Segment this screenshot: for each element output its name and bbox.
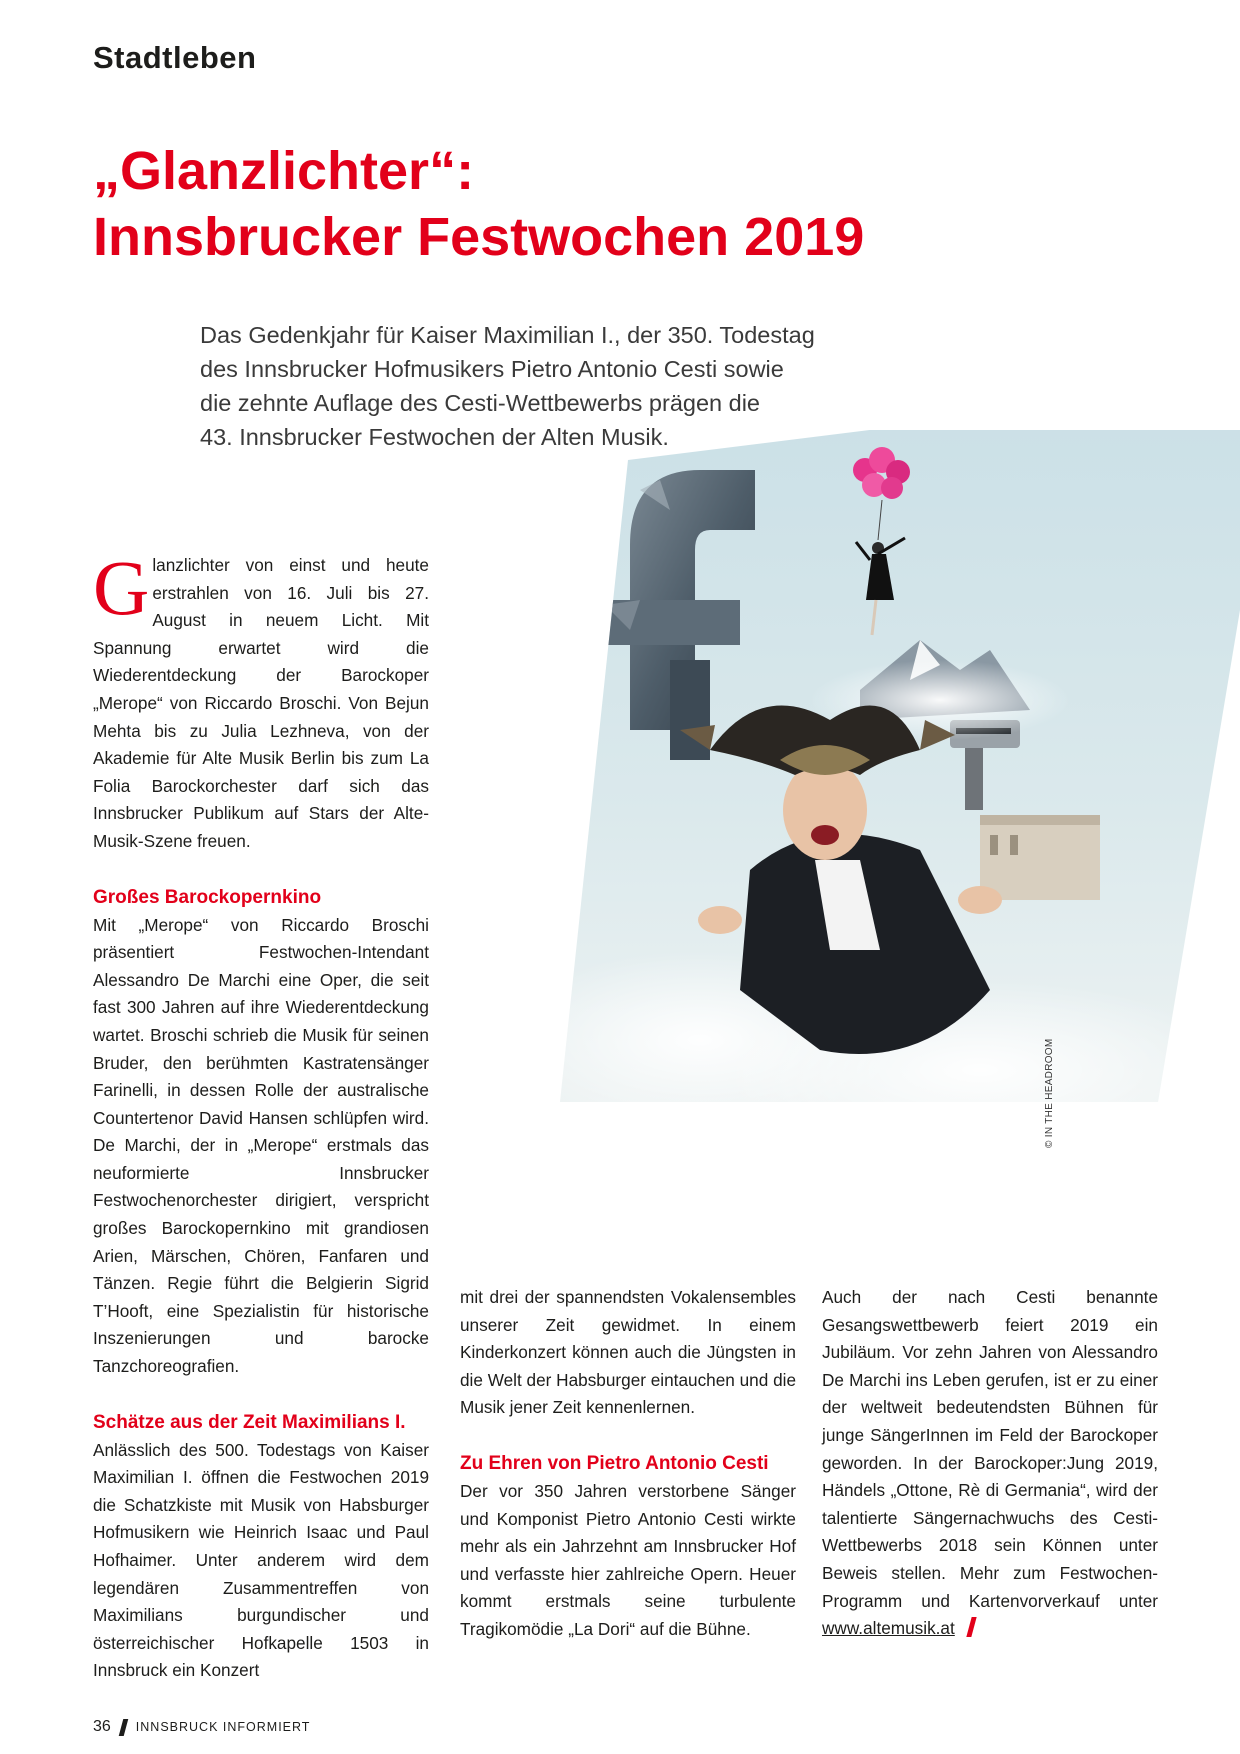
website-link[interactable]: www.altemusik.at (822, 1618, 955, 1639)
headline-line-2: Innsbrucker Festwochen 2019 (93, 207, 865, 267)
headline (93, 138, 1153, 270)
drop-cap: G (93, 544, 150, 631)
photo-credit: © IN THE HEADROOM (1044, 1038, 1055, 1148)
hero-illustration (560, 430, 1240, 1230)
lead-line-1: Das Gedenkjahr für Kaiser Maximilian I., der 350. Todestag (200, 322, 815, 348)
subheading-cesti: Zu Ehren von Pietro Antonio Cesti (460, 1452, 769, 1474)
lead-line-4: 43. Innsbrucker Festwochen der Alten Musik. (200, 424, 669, 450)
column-3 (822, 1284, 1158, 1643)
cesti-text: Der vor 350 Jahren verstorbene Sänger und Komponist Pietro Antonio Cesti wirkte mehr als ein Jahrzehnt am Innsbrucker Hof und verfasste hier zahlreiche Opern. Heuer kommt erstmals seine turbulente Tragikomödie „La Dori“ auf die Bühne. (460, 1480, 796, 1639)
column-1 (93, 544, 429, 1685)
section-label: Stadtleben (93, 40, 257, 75)
barockopernkino-text: Mit „Merope“ von Riccardo Broschi präsentiert Festwochen-Intendant Alessandro De Marchi eine Oper, die seit fast 300 Jahren auf ihre Wiederentdeckung wartet. Broschi schrieb die Musik für seinen Bruder, den berühmten Kastratensänger Farinelli, in dessen Rolle der australische Countertenor David Hansen schlüpfen wird. De Marchi, der in „Merope“ erstmals das neuformierte Innsbrucker Festwochenorchester dirigiert, verspricht großes Barockopernkino mit grandiosen Arien, Märschen, Chören, Fanfaren und Tänzen. Regie führt die Belgierin Sigrid T’Hooft, eine Spezialistin für historische Inszenierungen und barocke Tanzchoreografien. (93, 914, 429, 1377)
subheading-barockopernkino: Großes Barockopernkino (93, 886, 322, 908)
end-mark (966, 1617, 976, 1637)
lead-line-2: des Innsbrucker Hofmusikers Pietro Antonio Cesti sowie (200, 356, 784, 382)
page-footer (93, 1718, 310, 1736)
competition-text (822, 1284, 1158, 1643)
publication-name: INNSBRUCK INFORMIERT (135, 1720, 311, 1734)
headline-line-1: „Glanzlichter“: (93, 141, 475, 201)
lead-line-3: die zehnte Auflage des Cesti-Wettbewerbs prägen die (200, 390, 760, 416)
slash-divider (119, 1719, 129, 1736)
building-facade (980, 815, 1100, 900)
intro-text: lanzlichter von einst und heute erstrahlen von 16. Juli bis 27. August in neuem Licht. Mit Spannung erwartet wird die Wiederentdeckung der Barockoper „Merope“ von Riccardo Broschi. Von Bejun Mehta bis zu Julia Lezhneva, von der Akademie für Alte Musik Berlin bis zum La Folia Barockorchester darf sich das Innsbrucker Publikum auf Stars der Alte-Musik-Szene freuen. (93, 555, 429, 851)
maximilian-continuation: mit drei der spannendsten Vokalensembles unserer Zeit gewidmet. In einem Kinderkonzert können auch die Jüngsten in die Welt der Habsburger eintauchen und die Musik jener Zeit kennenlernen. (460, 1287, 797, 1418)
intro-paragraph (93, 544, 429, 856)
maximilian-text: Anlässlich des 500. Todestags von Kaiser Maximilian I. öffnen die Festwochen 2019 die Schatzkiste mit Musik von Habsburger Hofmusikern wie Heinrich Isaac und Paul Hofhaimer. Unter anderem wird dem legendären Zusammentreffen von Maximilians burgundischer und österreichischer Hofkapelle 1503 in Innsbruck ein Konzert (93, 1439, 429, 1681)
column-2 (460, 1284, 796, 1644)
page-number: 36 (93, 1718, 111, 1735)
subheading-maximilian: Schätze aus der Zeit Maximilians I. (93, 1411, 406, 1433)
competition-body: Auch der nach Cesti benannte Gesangswettbewerb feiert 2019 ein Jubiläum. Vor zehn Jahren von Alessandro De Marchi ins Leben gerufen, ist er zu einer der weltweit bedeutendsten Bühnen für junge SängerInnen im Feld der Barockoper geworden. In der Barockoper:Jung 2019, Händels „Ottone, Rè di Germania“, wird der talentierte Sängernachwuchs des Cesti-Wettbewerbs 2018 sein Können unter Beweis stellen. Mehr zum Festwochen-Programm und Kartenvorverkauf unter (822, 1287, 1158, 1611)
